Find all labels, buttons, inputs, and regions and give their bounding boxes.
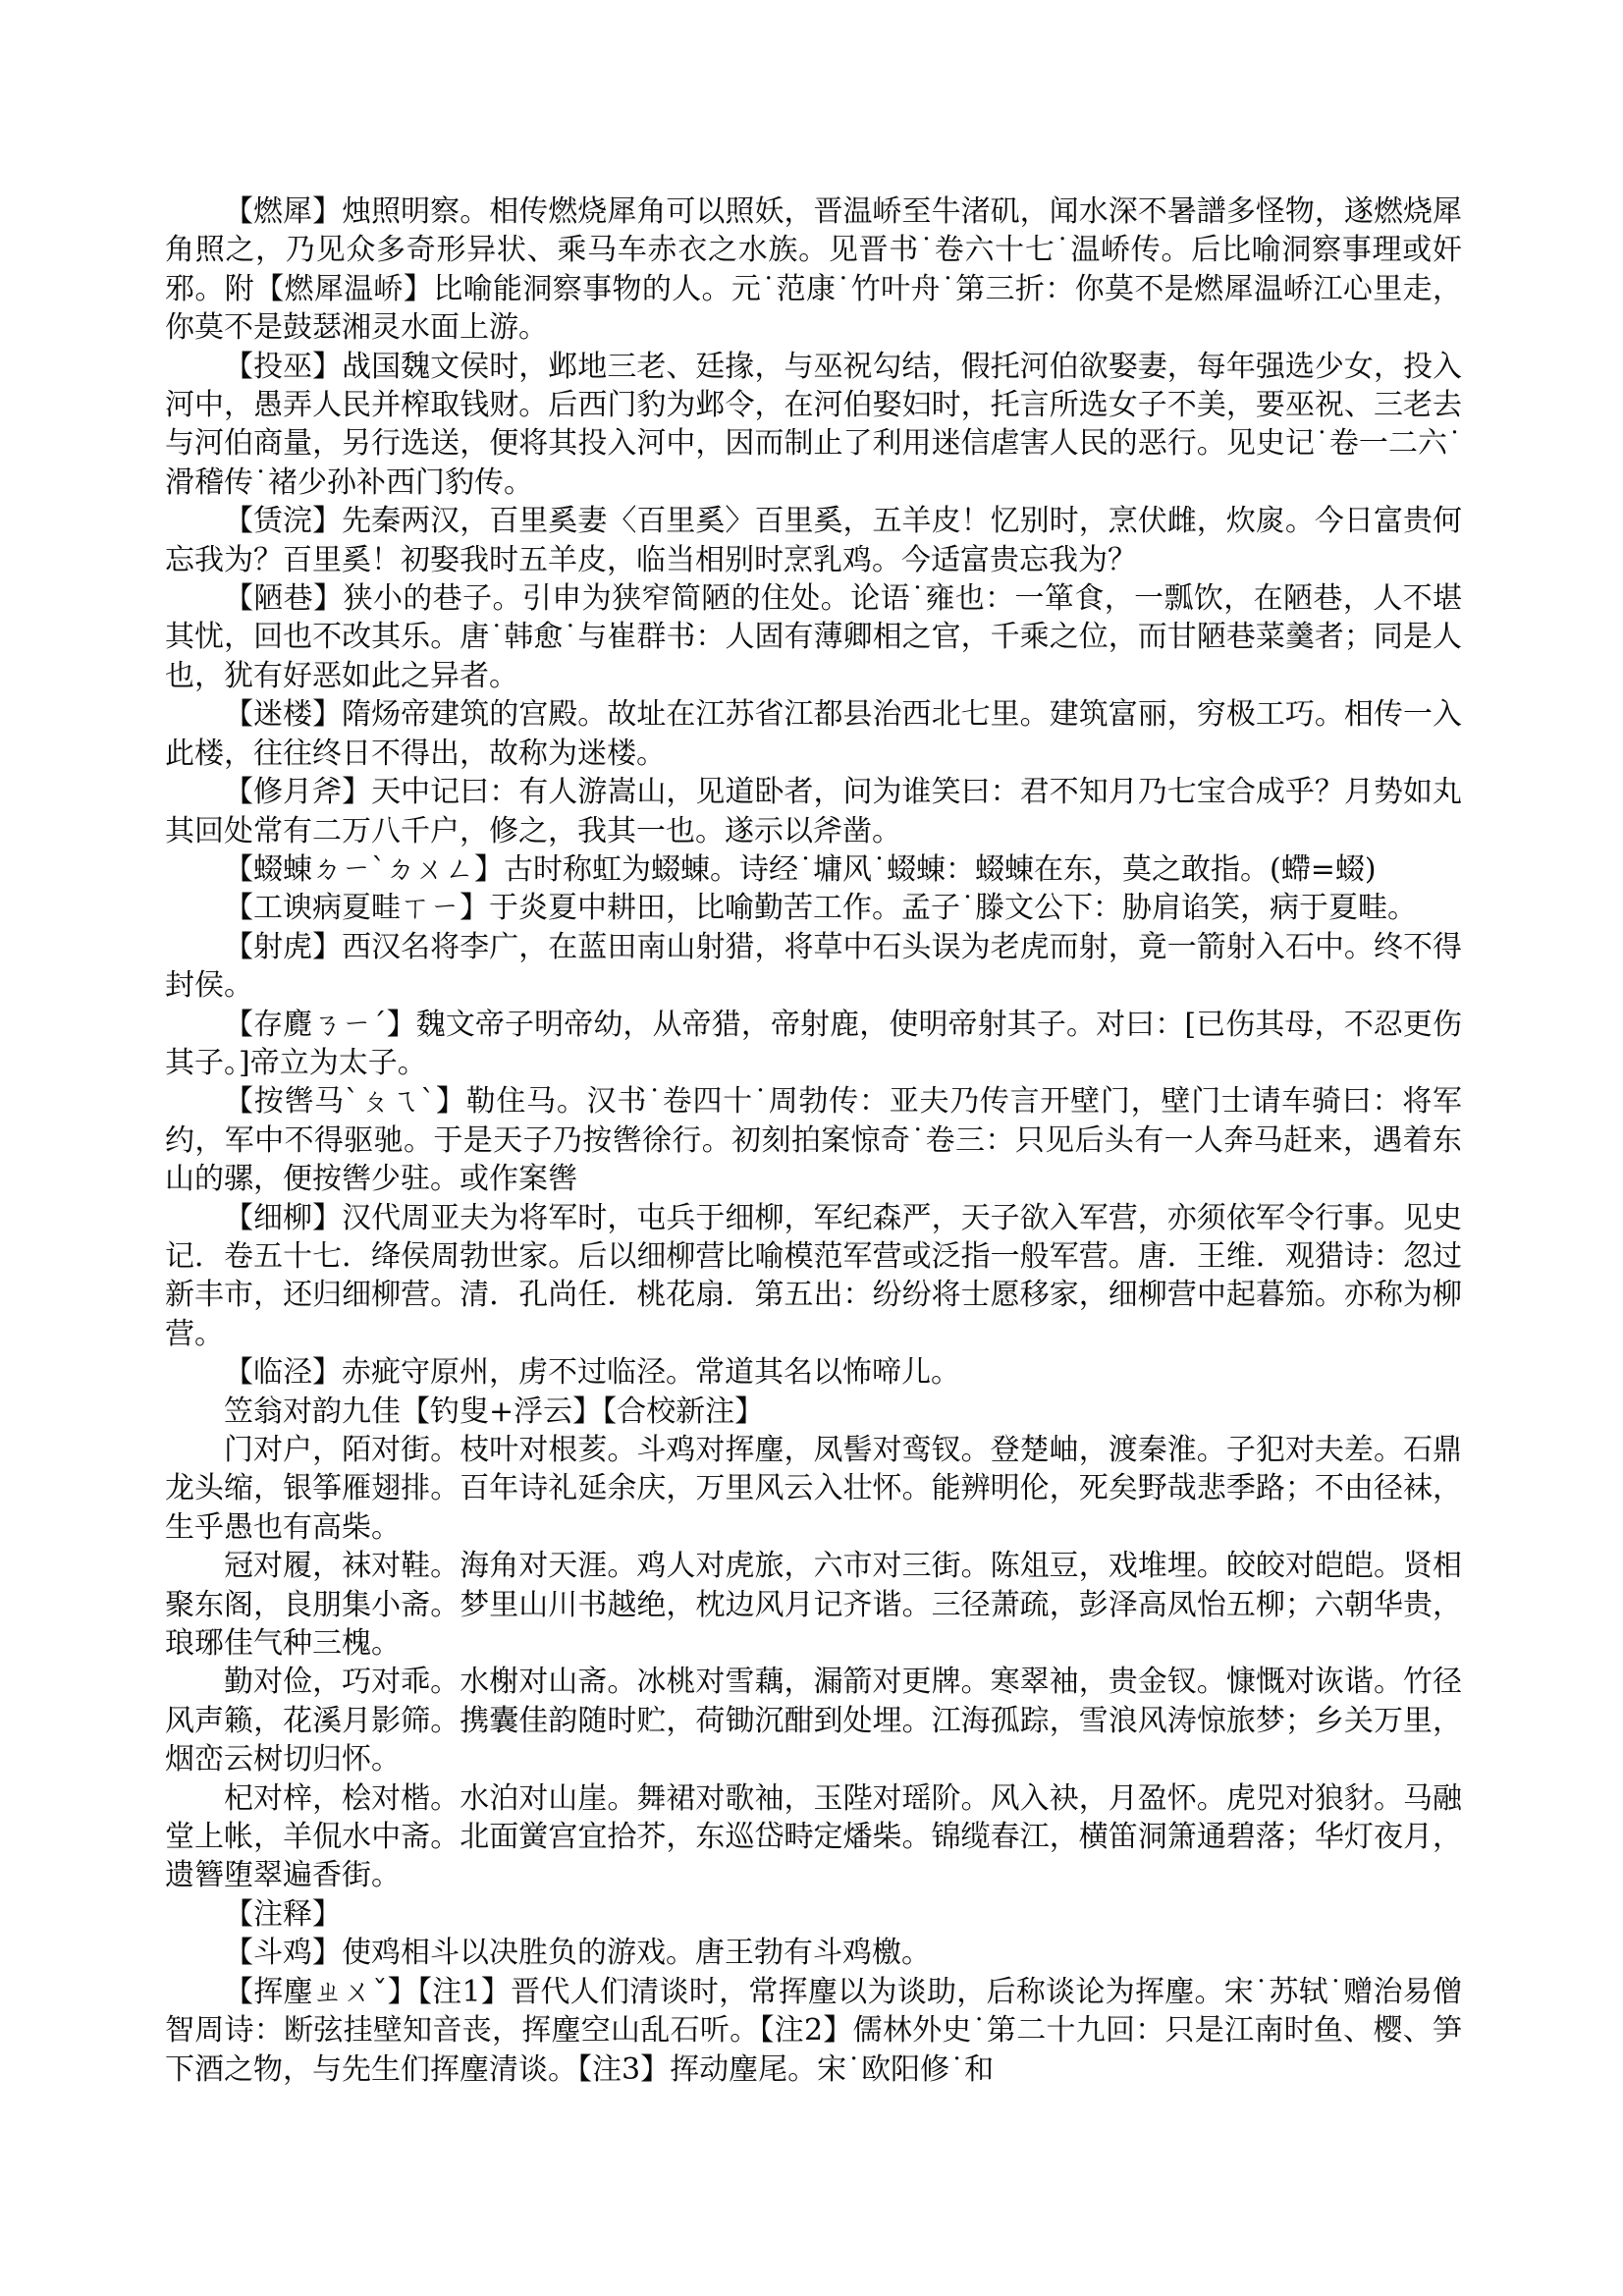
paragraph: 【迷楼】隋炀帝建筑的宫殿。故址在江苏省江都县治西北七里。建筑富丽，穷极工巧。相传一入此楼，往往终日不得出，故称为迷楼。 (165, 697, 1462, 771)
paragraph: 【按辔马ˋㄆㄟˋ】勒住马。汉书˙卷四十˙周勃传：亚夫乃传言开壁门，壁门士请车骑曰：将军约，军中不得驱驰。于是天子乃按辔徐行。初刻拍案惊奇˙卷三：只见后头有一人奔马赶来，遇着东山的骡，便按辔少驻。或作案辔 (165, 1084, 1462, 1197)
paragraph: 【工谀病夏畦ㄒㄧ】于炎夏中耕田，比喻勤苦工作。孟子˙滕文公下：胁肩谄笑，病于夏畦。 (224, 891, 1417, 926)
paragraph: 【燃犀】烛照明察。相传燃烧犀角可以照妖，晋温峤至牛渚矶，闻水深不暑譜多怪物，遂燃烧犀角照之，乃见众多奇形异状、乘马车赤衣之水族。见晋书˙卷六十七˙温峤传。后比喻洞察事理或奸邪。附【燃犀温峤】比喻能洞察事物的人。元˙范康˙竹叶舟˙第三折：你莫不是燃犀温峤江心里走，你莫不是鼓瑟湘灵水面上游。 (165, 194, 1462, 346)
paragraph: 【赁浣】先秦两汉，百里奚妻〈百里奚〉百里奚，五羊皮！忆别时，烹伏雌，炊扊。今日富贵何忘我为？百里奚！初娶我时五羊皮，临当相别时烹乳鸡。今适富贵忘我为？ (165, 504, 1462, 577)
paragraph: 【存麑ㄋㄧˊ】魏文帝子明帝幼，从帝猎，帝射鹿，使明帝射其子。对曰：[已伤其母，不忍更伤其子。]帝立为太子。 (165, 1007, 1462, 1080)
paragraph: 门对户，陌对街。枝叶对根荄。斗鸡对挥麈，凤髻对鸾钗。登楚岫，渡秦淮。子犯对夫差。石鼎龙头缩，银筝雁翅排。百年诗礼延余庆，万里风云入壮怀。能辨明伦，死矣野哉悲季路；不由径袜，生乎愚也有高柴。 (165, 1433, 1462, 1545)
paragraph: 【细柳】汉代周亚夫为将军时，屯兵于细柳，军纪森严，天子欲入军营，亦须依军令行事。见史记．卷五十七．绛侯周勃世家。后以细柳营比喻模范军营或泛指一般军营。唐．王维．观猎诗：忽过新丰市，还归细柳营。清．孔尚任．桃花扇．第五出：纷纷将士愿移家，细柳营中起暮笳。亦称为柳营。 (165, 1200, 1462, 1351)
paragraph: 杞对梓，桧对楷。水泊对山崖。舞裙对歌袖，玉陛对瑶阶。风入袂，月盈怀。虎兕对狼豺。马融堂上帐，羊侃水中斋。北面黉宫宜拾芥，东巡岱畤定燔柴。锦缆春江，横笛洞箫通碧落；华灯夜月，遗簪堕翠遍香街。 (165, 1780, 1462, 1893)
paragraph: 【挥麈ㄓㄨˇ】【注1】晋代人们清谈时，常挥麈以为谈助，后称谈论为挥麈。宋˙苏轼˙赠治易僧智周诗：断弦挂壁知音丧，挥麈空山乱石听。【注2】儒林外史˙第二十九回：只是江南时鱼、樱、笋下酒之物，与先生们挥麈清谈。【注3】挥动麈尾。宋˙欧阳修˙和 (165, 1974, 1462, 2087)
paragraph: 【斗鸡】使鸡相斗以决胜负的游戏。唐王勃有斗鸡檄。 (224, 1936, 931, 1971)
paragraph: 【修月斧】天中记曰：有人游嵩山，见道卧者，问为谁笑曰：君不知月乃七宝合成乎？月势如丸其回处常有二万八千户，修之，我其一也。遂示以斧凿。 (165, 775, 1462, 848)
paragraph: 【临泾】赤疵守原州，虏不过临泾。常道其名以怖啼儿。 (224, 1355, 960, 1391)
paragraph: 勤对俭，巧对乖。水榭对山斋。冰桃对雪藕，漏箭对更牌。寒翠袖，贵金钗。慷慨对诙谐。竹径风声籁，花溪月影筛。携囊佳韵随时贮，荷锄沉酣到处埋。江海孤踪，雪浪风涛惊旅梦；乡关万里，烟峦云树切归怀。 (165, 1665, 1462, 1777)
paragraph: 【投巫】战国魏文侯时，邺地三老、廷掾，与巫祝勾结，假托河伯欲娶妻，每年强选少女，投入河中，愚弄人民并榨取钱财。后西门豹为邺令，在河伯娶妇时，托言所选女子不美，要巫祝、三老去与河伯商量，另行选送，便将其投入河中，因而制止了利用迷信虐害人民的恶行。见史记˙卷一二六˙滑稽传˙褚少孙补西门豹传。 (165, 349, 1462, 500)
paragraph: 【蝃蝀ㄉㄧˋㄉㄨㄥ】古时称虹为蝃蝀。诗经˙墉风˙蝃蝀：蝃蝀在东，莫之敢指。(螮=蝃) (224, 851, 1377, 887)
paragraph: 冠对履，袜对鞋。海角对天涯。鸡人对虎旅，六市对三街。陈俎豆，戏堆埋。皎皎对皑皑。贤相聚东阁，良朋集小斋。梦里山川书越绝，枕边风月记齐谐。三径萧疏，彭泽高凤怡五柳；六朝华贵，琅琊佳气种三槐。 (165, 1549, 1462, 1662)
document-text-body (165, 192, 1462, 2089)
paragraph: 笠翁对韵九佳【钓叟+浮云】【合校新注】 (224, 1394, 765, 1429)
paragraph: 【射虎】西汉名将李广，在蓝田南山射猎，将草中石头误为老虎而射，竟一箭射入石中。终不得封侯。 (165, 929, 1462, 1004)
paragraph: 【陋巷】狭小的巷子。引申为狭窄简陋的住处。论语˙雍也：一箪食，一瓢饮，在陋巷，人不堪其忧，回也不改其乐。唐˙韩愈˙与崔群书：人固有薄卿相之官，千乘之位，而甘陋巷菜羹者；同是人也，犹有好恶如此之异者。 (165, 581, 1462, 693)
paragraph: 【注释】 (224, 1896, 342, 1932)
